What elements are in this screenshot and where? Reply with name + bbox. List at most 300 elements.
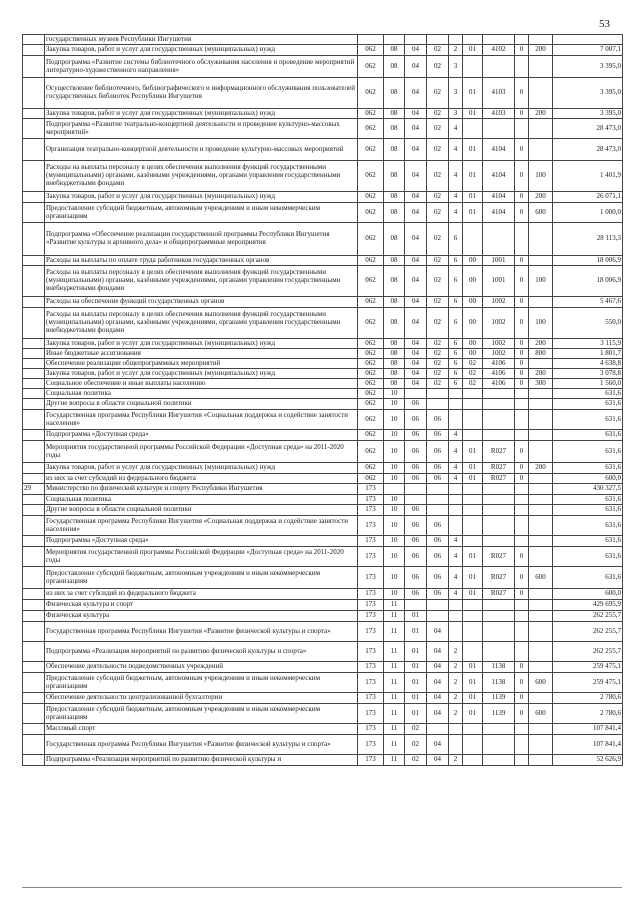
row-number-cell [23,266,45,297]
row-number-cell [23,410,45,430]
program-code-cell: 06 [427,536,449,547]
event-code-cell: 01 [463,589,483,600]
subprogram-code-cell: 6 [449,297,463,308]
event-code-cell [463,399,483,410]
budget-table-body [23,35,623,766]
subprogram-code-cell: 2 [449,693,463,704]
row-number-cell [23,359,45,369]
program-code-cell: 04 [427,693,449,704]
program-code-cell: 02 [427,203,449,223]
expense-type-cell [529,589,553,600]
program-code-cell [427,389,449,399]
section-code-cell: 08 [384,349,405,359]
direction-code-cell: 4104 [483,203,515,223]
expense-type-cell [529,484,553,495]
expense-type-cell [529,735,553,755]
section-code-cell: 11 [384,693,405,704]
section-code-cell: 08 [384,203,405,223]
direction-code-cell [483,536,515,547]
event-code-cell: 01 [463,192,483,203]
row-name-cell: из них за счет субсидий из федерального бюджета [45,589,358,600]
direction-code-cell [483,35,515,45]
subprogram-code-cell [449,600,463,611]
direction-code-cell: R027 [483,567,515,589]
expense-type-cell [529,600,553,611]
event-code-cell: 01 [463,704,483,724]
subsection-code-cell [405,484,427,495]
row-number-cell [23,256,45,266]
subsection-code-cell: 04 [405,369,427,379]
row-number-cell [23,379,45,389]
ministry-code-cell: 062 [358,463,384,474]
table-row [23,474,623,484]
program-code-cell: 04 [427,673,449,693]
row-number-cell [23,536,45,547]
expense-type-cell [529,505,553,516]
section-code-cell: 08 [384,192,405,203]
direction-code-cell: 1139 [483,693,515,704]
row-name-cell: Массовый спорт [45,724,358,735]
extra-code-cell: 0 [515,78,529,109]
direction-code-cell: 4104 [483,192,515,203]
row-name-cell: Организация театрально-концертной деятельности и проведение культурно-массовых мероприятий [45,139,358,161]
program-code-cell [427,399,449,410]
subprogram-code-cell: 4 [449,139,463,161]
ministry-code-cell: 062 [358,430,384,441]
row-name-cell: Другие вопросы в области социальной политики [45,399,358,410]
subprogram-code-cell [449,35,463,45]
ministry-code-cell: 062 [358,379,384,389]
subprogram-code-cell: 6 [449,379,463,389]
row-number-cell [23,192,45,203]
row-name-cell: Социальная политика [45,389,358,399]
subsection-code-cell: 04 [405,297,427,308]
amount-cell [553,35,623,45]
subsection-code-cell: 04 [405,349,427,359]
ministry-code-cell: 173 [358,662,384,673]
row-name-cell: Закупка товаров, работ и услуг для государственных (муниципальных) нужд [45,463,358,474]
expense-type-cell [529,611,553,622]
expense-type-cell: 100 [529,266,553,297]
extra-code-cell [515,642,529,662]
extra-code-cell: 0 [515,161,529,192]
expense-type-cell [529,297,553,308]
ministry-code-cell: 062 [358,139,384,161]
row-number-cell [23,203,45,223]
direction-code-cell [483,611,515,622]
row-name-cell: Обеспечение деятельности централизованной бухгалтерии [45,693,358,704]
ministry-code-cell: 062 [358,192,384,203]
subsection-code-cell: 04 [405,109,427,119]
section-code-cell [384,35,405,45]
ministry-code-cell: 062 [358,78,384,109]
program-code-cell: 02 [427,139,449,161]
amount-cell: 631,6 [553,410,623,430]
ministry-code-cell: 173 [358,693,384,704]
extra-code-cell: 0 [515,704,529,724]
subprogram-code-cell [449,495,463,505]
program-code-cell: 02 [427,369,449,379]
row-number-cell [23,622,45,642]
direction-code-cell: 4103 [483,109,515,119]
subsection-code-cell [405,389,427,399]
ministry-code-cell: 062 [358,389,384,399]
direction-code-cell: 1138 [483,662,515,673]
program-code-cell: 06 [427,410,449,430]
program-code-cell: 02 [427,256,449,266]
row-name-cell: Обеспечение деятельности подведомственных учреждений [45,662,358,673]
subsection-code-cell: 04 [405,139,427,161]
subprogram-code-cell: 3 [449,109,463,119]
ministry-code-cell: 173 [358,755,384,766]
row-name-cell: Закупка товаров, работ и услуг для государственных (муниципальных) нужд [45,45,358,56]
extra-code-cell: 0 [515,589,529,600]
direction-code-cell [483,600,515,611]
amount-cell: 26 071,1 [553,192,623,203]
subsection-code-cell: 06 [405,589,427,600]
event-code-cell [463,119,483,139]
table-row [23,704,623,724]
row-number-cell [23,441,45,463]
table-row [23,109,623,119]
subprogram-code-cell: 4 [449,474,463,484]
direction-code-cell: R027 [483,547,515,567]
table-row [23,600,623,611]
ministry-code-cell: 173 [358,622,384,642]
section-code-cell: 11 [384,642,405,662]
extra-code-cell [515,735,529,755]
subprogram-code-cell: 3 [449,78,463,109]
row-name-cell: Подпрограмма «Развитие системы библиотечного обслуживания населения и проведение мероприятий литературно-художественного направления» [45,56,358,78]
subprogram-code-cell: 6 [449,266,463,297]
direction-code-cell [483,516,515,536]
extra-code-cell [515,410,529,430]
expense-type-cell [529,359,553,369]
subsection-code-cell: 04 [405,45,427,56]
event-code-cell [463,410,483,430]
row-name-cell: Расходы на выплаты персоналу в целях обеспечения выполнения функций государственными (муниципальными) органами, казёнными учреждениями, органами управления государственными внебюджетными фондами [45,308,358,339]
section-code-cell: 10 [384,430,405,441]
expense-type-cell [529,495,553,505]
ministry-code-cell: 062 [358,203,384,223]
subprogram-code-cell: 2 [449,662,463,673]
row-name-cell: Закупка товаров, работ и услуг для государственных (муниципальных) нужд [45,192,358,203]
row-name-cell: Физическая культура [45,611,358,622]
program-code-cell [427,495,449,505]
section-code-cell: 08 [384,359,405,369]
table-row [23,78,623,109]
table-row [23,192,623,203]
event-code-cell: 00 [463,266,483,297]
amount-cell: 3 078,8 [553,369,623,379]
subsection-code-cell [405,600,427,611]
event-code-cell [463,56,483,78]
row-name-cell: Подпрограмма «Доступная среда» [45,536,358,547]
event-code-cell: 00 [463,297,483,308]
row-number-cell [23,567,45,589]
row-number-cell [23,369,45,379]
subprogram-code-cell: 2 [449,704,463,724]
ministry-code-cell: 062 [358,45,384,56]
program-code-cell: 02 [427,223,449,256]
subsection-code-cell: 06 [405,567,427,589]
event-code-cell [463,223,483,256]
table-row [23,463,623,474]
subprogram-code-cell: 4 [449,589,463,600]
amount-cell: 631,6 [553,536,623,547]
amount-cell: 631,6 [553,441,623,463]
extra-code-cell: 0 [515,693,529,704]
row-name-cell: Государственная программа Республики Ингушетия «Развитие физической культуры и спорта» [45,622,358,642]
amount-cell: 28 473,0 [553,119,623,139]
subprogram-code-cell: 4 [449,567,463,589]
subsection-code-cell: 06 [405,441,427,463]
row-name-cell: Предоставление субсидий бюджетным, автономным учреждениям и иным некоммерческим организациям [45,567,358,589]
row-number-cell [23,430,45,441]
event-code-cell [463,505,483,516]
subprogram-code-cell: 6 [449,223,463,256]
subsection-code-cell: 04 [405,266,427,297]
row-number-cell [23,56,45,78]
extra-code-cell: 0 [515,441,529,463]
direction-code-cell: 1002 [483,349,515,359]
expense-type-cell [529,256,553,266]
row-name-cell: Государственная программа Республики Ингушетия «Социальная поддержка и содействие занятости населения» [45,516,358,536]
extra-code-cell: 0 [515,369,529,379]
event-code-cell [463,495,483,505]
amount-cell: 2 780,6 [553,704,623,724]
row-number-cell [23,399,45,410]
program-code-cell [427,35,449,45]
amount-cell: 3 115,9 [553,339,623,349]
row-name-cell: Мероприятия государственной программы Российской Федерации «Доступная среда» на 2011-2020 годы [45,547,358,567]
section-code-cell: 08 [384,266,405,297]
subprogram-code-cell: 4 [449,547,463,567]
amount-cell: 600,0 [553,589,623,600]
row-number-cell [23,755,45,766]
ministry-code-cell: 173 [358,495,384,505]
subsection-code-cell: 06 [405,410,427,430]
event-code-cell: 01 [463,673,483,693]
direction-code-cell: 1002 [483,308,515,339]
expense-type-cell: 600 [529,673,553,693]
row-name-cell: Расходы на выплаты по оплате труда работников государственных органов [45,256,358,266]
expense-type-cell: 100 [529,161,553,192]
extra-code-cell: 0 [515,567,529,589]
subsection-code-cell: 02 [405,755,427,766]
direction-code-cell: R027 [483,463,515,474]
row-name-cell: Закупка товаров, работ и услуг для государственных (муниципальных) нужд [45,369,358,379]
amount-cell: 1 000,0 [553,203,623,223]
row-number-cell [23,45,45,56]
row-number-cell [23,724,45,735]
expense-type-cell [529,223,553,256]
extra-code-cell [515,56,529,78]
subprogram-code-cell [449,410,463,430]
amount-cell: 631,6 [553,430,623,441]
section-code-cell: 10 [384,536,405,547]
amount-cell: 259 475,1 [553,662,623,673]
ministry-code-cell: 062 [358,223,384,256]
direction-code-cell: 4106 [483,359,515,369]
expense-type-cell: 600 [529,567,553,589]
program-code-cell: 06 [427,430,449,441]
amount-cell: 259 475,1 [553,673,623,693]
row-number-cell [23,611,45,622]
subprogram-code-cell: 6 [449,349,463,359]
row-name-cell: Государственная программа Республики Ингушетия «Социальная поддержка и содействие занятости населения» [45,410,358,430]
event-code-cell [463,755,483,766]
subsection-code-cell: 01 [405,611,427,622]
subsection-code-cell: 06 [405,430,427,441]
direction-code-cell: 1002 [483,339,515,349]
program-code-cell: 02 [427,78,449,109]
row-name-cell: Физическая культура и спорт [45,600,358,611]
expense-type-cell [529,622,553,642]
program-code-cell: 06 [427,589,449,600]
row-name-cell: Подпрограмма «Развитие театрально-концертной деятельности и проведение культурно-массовых мероприятий» [45,119,358,139]
event-code-cell: 00 [463,339,483,349]
subsection-code-cell: 06 [405,399,427,410]
amount-cell: 107 841,4 [553,724,623,735]
row-number-cell [23,223,45,256]
section-code-cell: 10 [384,547,405,567]
subsection-code-cell: 04 [405,56,427,78]
amount-cell: 5 467,6 [553,297,623,308]
event-code-cell [463,516,483,536]
ministry-code-cell: 062 [358,308,384,339]
section-code-cell: 10 [384,589,405,600]
expense-type-cell: 200 [529,369,553,379]
subprogram-code-cell: 6 [449,256,463,266]
table-row [23,223,623,256]
table-row [23,45,623,56]
extra-code-cell: 0 [515,339,529,349]
subprogram-code-cell: 4 [449,161,463,192]
subsection-code-cell: 04 [405,161,427,192]
direction-code-cell [483,495,515,505]
ministry-code-cell: 062 [358,349,384,359]
direction-code-cell [483,642,515,662]
subprogram-code-cell [449,735,463,755]
extra-code-cell: 0 [515,463,529,474]
section-code-cell: 11 [384,600,405,611]
section-code-cell: 10 [384,463,405,474]
event-code-cell [463,536,483,547]
event-code-cell: 01 [463,567,483,589]
subprogram-code-cell [449,484,463,495]
table-row [23,119,623,139]
expense-type-cell [529,693,553,704]
subsection-code-cell [405,35,427,45]
table-row [23,349,623,359]
extra-code-cell [515,399,529,410]
row-name-cell: Закупка товаров, работ и услуг для государственных (муниципальных) нужд [45,109,358,119]
program-code-cell: 06 [427,567,449,589]
row-name-cell: Предоставление субсидий бюджетным, автономным учреждениям и иным некоммерческим организациям [45,704,358,724]
ministry-code-cell: 173 [358,724,384,735]
subprogram-code-cell: 6 [449,339,463,349]
row-number-cell [23,735,45,755]
section-code-cell: 08 [384,256,405,266]
ministry-code-cell: 062 [358,109,384,119]
expense-type-cell: 200 [529,45,553,56]
program-code-cell: 02 [427,339,449,349]
row-name-cell: Социальное обеспечение и иные выплаты населению [45,379,358,389]
amount-cell: 1 560,0 [553,379,623,389]
direction-code-cell: 1001 [483,256,515,266]
extra-code-cell: 0 [515,349,529,359]
direction-code-cell [483,410,515,430]
section-code-cell: 11 [384,662,405,673]
subsection-code-cell: 04 [405,78,427,109]
amount-cell: 7 007,1 [553,45,623,56]
ministry-code-cell: 173 [358,600,384,611]
program-code-cell: 02 [427,359,449,369]
table-row [23,389,623,399]
ministry-code-cell: 062 [358,297,384,308]
row-number-cell [23,673,45,693]
extra-code-cell [515,611,529,622]
ministry-code-cell: 062 [358,161,384,192]
direction-code-cell [483,505,515,516]
expense-type-cell [529,119,553,139]
event-code-cell: 01 [463,78,483,109]
row-number-cell [23,78,45,109]
subsection-code-cell: 06 [405,505,427,516]
expense-type-cell: 300 [529,379,553,389]
subprogram-code-cell [449,516,463,536]
event-code-cell: 01 [463,662,483,673]
section-code-cell: 08 [384,161,405,192]
amount-cell: 429 695,9 [553,600,623,611]
table-row [23,297,623,308]
amount-cell: 631,6 [553,547,623,567]
program-code-cell: 02 [427,349,449,359]
extra-code-cell [515,505,529,516]
ministry-code-cell: 062 [358,256,384,266]
subsection-code-cell: 01 [405,662,427,673]
page-bottom-line [22,887,622,888]
extra-code-cell: 0 [515,256,529,266]
table-row [23,662,623,673]
subprogram-code-cell: 2 [449,755,463,766]
amount-cell: 631,6 [553,495,623,505]
subsection-code-cell: 02 [405,735,427,755]
amount-cell: 18 006,9 [553,266,623,297]
subsection-code-cell: 04 [405,359,427,369]
program-code-cell: 04 [427,662,449,673]
row-number-cell [23,297,45,308]
table-row [23,430,623,441]
program-code-cell: 04 [427,755,449,766]
amount-cell: 3 395,0 [553,78,623,109]
event-code-cell: 02 [463,359,483,369]
expense-type-cell [529,755,553,766]
program-code-cell [427,505,449,516]
direction-code-cell [483,223,515,256]
row-name-cell: Мероприятия государственной программы Российской Федерации «Доступная среда» на 2011-2020 годы [45,441,358,463]
program-code-cell: 02 [427,56,449,78]
row-name-cell: из них за счет субсидий из федерального бюджета [45,474,358,484]
section-code-cell: 11 [384,755,405,766]
program-code-cell [427,484,449,495]
event-code-cell [463,430,483,441]
amount-cell: 631,6 [553,516,623,536]
extra-code-cell [515,495,529,505]
program-code-cell: 04 [427,704,449,724]
table-row [23,139,623,161]
